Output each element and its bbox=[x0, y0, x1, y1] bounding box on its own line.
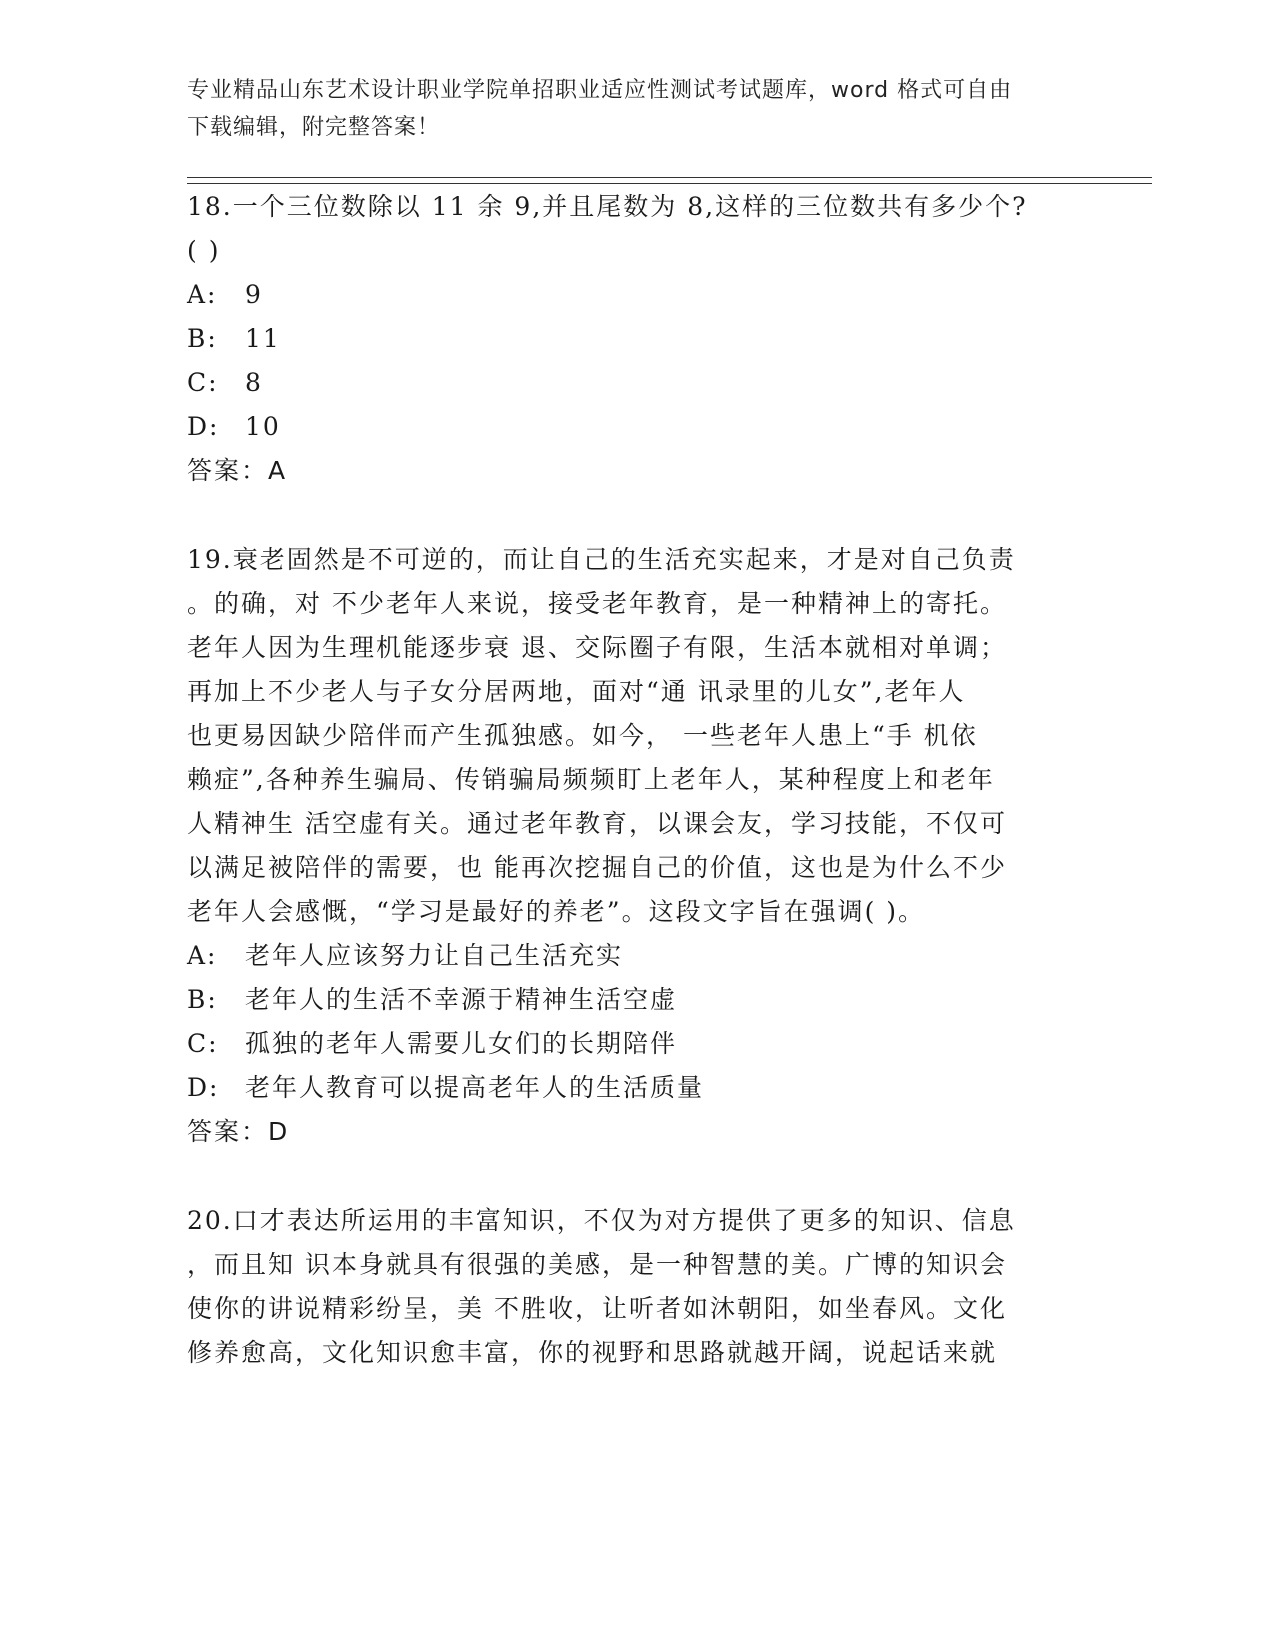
option-letter: D: bbox=[187, 1073, 220, 1102]
question-text-line: 修养愈高，文化知识愈丰富，你的视野和思路就越开阔，说起话来就 bbox=[187, 1338, 998, 1367]
option-text: 老年人教育可以提高老年人的生活质量 bbox=[245, 1073, 705, 1102]
option-text: 老年人的生活不幸源于精神生活空虚 bbox=[245, 985, 678, 1014]
answer-line: 答案：A bbox=[187, 456, 288, 485]
option-d bbox=[187, 412, 281, 442]
option-text: 11 bbox=[245, 324, 281, 353]
question-text-line: 。的确，对 不少老年人来说，接受老年教育，是一种精神上的寄托。 bbox=[187, 589, 1007, 618]
option-letter: B: bbox=[187, 985, 218, 1014]
option-letter: C: bbox=[187, 368, 219, 397]
question-text-line: 以满足被陪伴的需要，也 能再次挖掘自己的价值，这也是为什么不少 bbox=[187, 853, 1007, 882]
question-text-line: 19.衰老固然是不可逆的，而让自己的生活充实起来，才是对自己负责 bbox=[187, 545, 1016, 574]
question-text-line: 20.口才表达所运用的丰富知识，不仅为对方提供了更多的知识、信息 bbox=[187, 1206, 1016, 1235]
question-text-line: 也更易因缺少陪伴而产生孤独感。如今， 一些老年人患上“手 机依 bbox=[187, 721, 978, 750]
header-line-2: 下载编辑，附完整答案！ bbox=[187, 115, 441, 140]
question-text-line: 使你的讲说精彩纷呈，美 不胜收，让听者如沐朝阳，如坐春风。文化 bbox=[187, 1294, 1007, 1323]
question-text-line: ，而且知 识本身就具有很强的美感，是一种智慧的美。广博的知识会 bbox=[187, 1250, 1007, 1279]
option-c bbox=[187, 1029, 677, 1059]
question-text-line: 赖症”,各种养生骗局、传销骗局频频盯上老年人，某种程度上和老年 bbox=[187, 765, 995, 794]
question-text-line: 老年人因为生理机能逐步衰 退、交际圈子有限，生活本就相对单调； bbox=[187, 633, 1007, 662]
option-text: 10 bbox=[245, 412, 281, 441]
option-letter: B: bbox=[187, 324, 218, 353]
option-letter: D: bbox=[187, 412, 220, 441]
answer-line: 答案：D bbox=[187, 1117, 290, 1146]
option-text: 8 bbox=[245, 368, 263, 397]
option-a bbox=[187, 941, 623, 971]
option-text: 孤独的老年人需要儿女们的长期陪伴 bbox=[245, 1029, 678, 1058]
option-d bbox=[187, 1073, 704, 1103]
question-text-line: 18.一个三位数除以 11 余 9,并且尾数为 8,这样的三位数共有多少个? bbox=[187, 192, 1028, 221]
option-text: 9 bbox=[245, 280, 263, 309]
question-text-line: 人精神生 活空虚有关。通过老年教育，以课会友，学习技能，不仅可 bbox=[187, 809, 1007, 838]
option-letter: C: bbox=[187, 1029, 219, 1058]
option-letter: A: bbox=[187, 280, 218, 309]
header-divider-bottom bbox=[187, 183, 1152, 184]
header-line-1: 专业精品山东艺术设计职业学院单招职业适应性测试考试题库，word 格式可自由 bbox=[187, 78, 1013, 103]
option-b bbox=[187, 324, 281, 354]
option-letter: A: bbox=[187, 941, 218, 970]
option-b bbox=[187, 985, 677, 1015]
option-a bbox=[187, 280, 263, 310]
header-divider-top bbox=[187, 177, 1152, 178]
question-text-line: 再加上不少老人与子女分居两地，面对“通 讯录里的儿女”,老年人 bbox=[187, 677, 966, 706]
option-c bbox=[187, 368, 263, 398]
question-text-line: ( ) bbox=[187, 236, 221, 265]
question-text-line: 老年人会感慨，“学习是最好的养老”。这段文字旨在强调( )。 bbox=[187, 897, 926, 926]
option-text: 老年人应该努力让自己生活充实 bbox=[245, 941, 624, 970]
page-header bbox=[187, 72, 1067, 146]
